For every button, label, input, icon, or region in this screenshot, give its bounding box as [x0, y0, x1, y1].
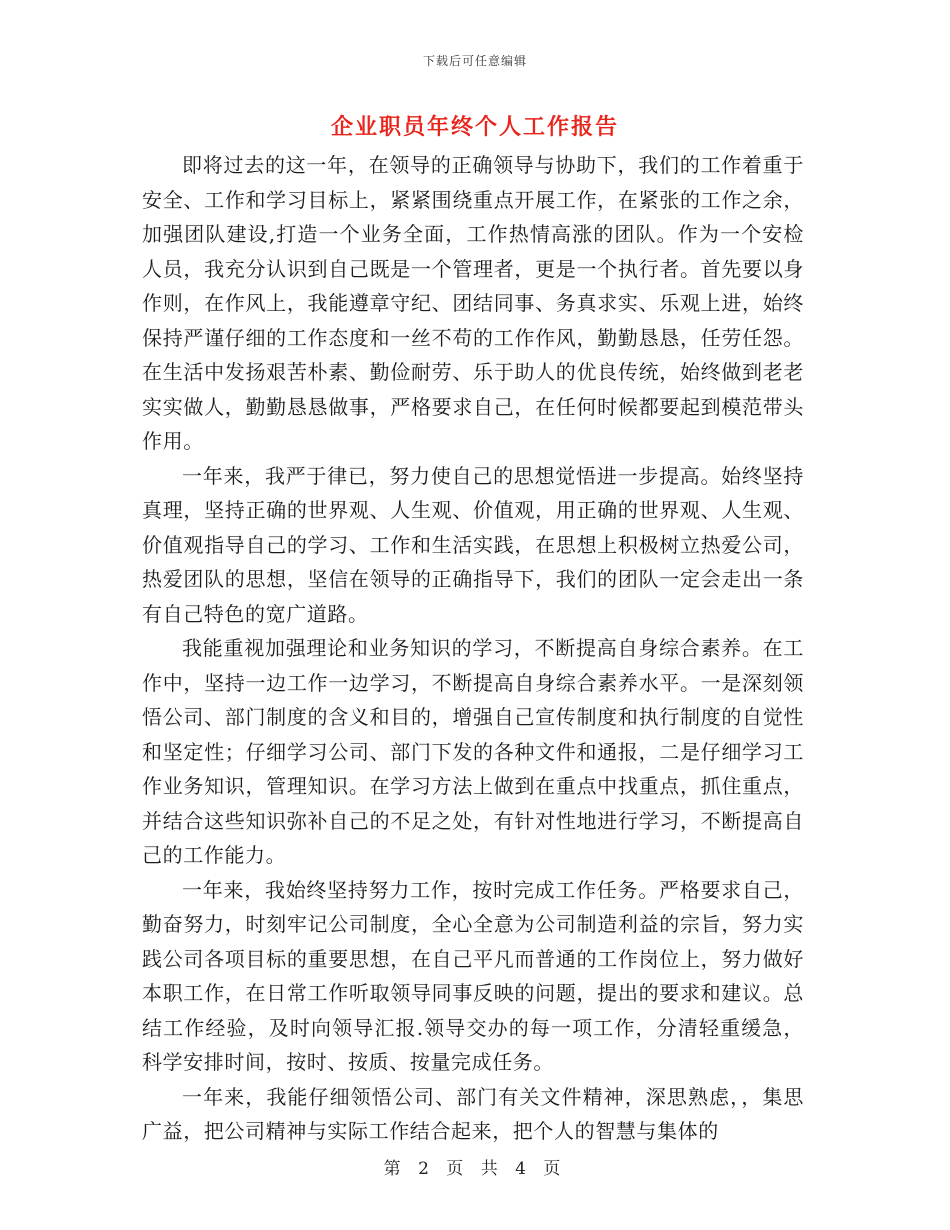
- paragraph: 一年来，我始终坚持努力工作，按时完成工作任务。严格要求自己，勤奋努力，时刻牢记公司制度，全心全意为公司制造利益的宗旨，努力实践公司各项目标的重要思想，在自己平凡而普通的工作岗位上，努力做好本职工作，在日常工作听取领导同事反映的问题，提出的要求和建议。总结工作经验，及时向领导汇报.领导交办的每一项工作，分清轻重缓急，科学安排时间，按时、按质、按量完成任务。: [142, 877, 804, 1074]
- page-number: 第 2 页 共 4 页: [383, 1159, 567, 1179]
- page-header-note: 下载后可任意编辑: [422, 54, 527, 68]
- paragraph: 即将过去的这一年，在领导的正确领导与协助下，我们的工作着重于安全、工作和学习目标上，紧紧围绕重点开展工作，在紧张的工作之余，加强团队建设,打造一个业务全面，工作热情高涨的团队。作为一个安检人员，我充分认识到自己既是一个管理者，更是一个执行者。首先要以身作则，在作风上，我能遵章守纪、团结同事、务真求实、乐观上进，始终保持严谨仔细的工作态度和一丝不苟的工作作风，勤勤恳恳，任劳任怨。在生活中发扬艰苦朴素、勤俭耐劳、乐于助人的优良传统，始终做到老老实实做人，勤勤恳恳做事，严格要求自己，在任何时候都要起到模范带头作用。: [142, 153, 804, 453]
- paragraph: 我能重视加强理论和业务知识的学习，不断提高自身综合素养。在工作中，坚持一边工作一边学习，不断提高自身综合素养水平。一是深刻领悟公司、部门制度的含义和目的，增强自己宣传制度和执行制度的自觉性和坚定性；仔细学习公司、部门下发的各种文件和通报，二是仔细学习工作业务知识，管理知识。在学习方法上做到在重点中找重点，抓住重点，并结合这些知识弥补自己的不足之处，有针对性地进行学习，不断提高自己的工作能力。: [142, 636, 804, 867]
- document-title: 企业职员年终个人工作报告: [330, 114, 619, 140]
- paragraph: 一年来，我能仔细领悟公司、部门有关文件精神，深思熟虑，，集思广益，把公司精神与实际工作结合起来，把个人的智慧与集体的: [142, 1084, 804, 1143]
- paragraph: 一年来，我严于律已，努力使自己的思想觉悟进一步提高。始终坚持真理，坚持正确的世界观、人生观、价值观，用正确的世界观、人生观、价值观指导自己的学习、工作和生活实践，在思想上积极树立热爱公司，热爱团队的思想，坚信在领导的正确指导下，我们的团队一定会走出一条有自己特色的宽广道路。: [142, 463, 804, 626]
- document-body: [142, 148, 804, 1149]
